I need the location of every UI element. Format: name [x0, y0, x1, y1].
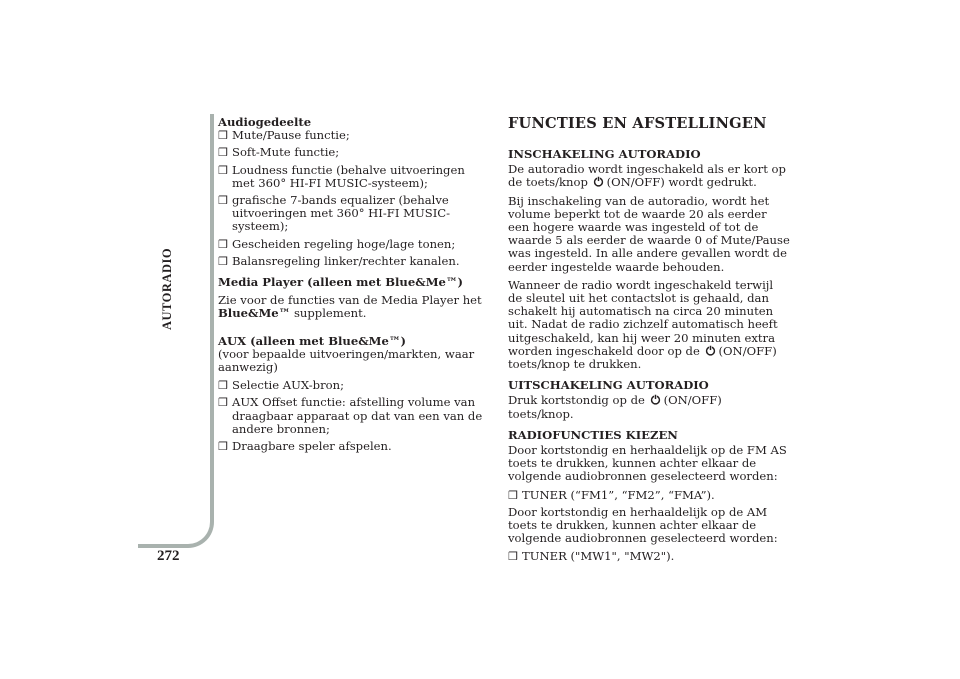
list-item: ❒ TUNER ("MW1", "MW2"). — [508, 549, 675, 564]
list-item: ❒ AUX Offset functie: afstelling volume van draagbaar apparaat op dat van een van de andere bronnen; — [218, 395, 483, 436]
power-icon — [705, 345, 716, 356]
off-paragraph: Druk kortstondig op de (ON/OFF) toets/knop. — [508, 393, 722, 421]
checkbox-bullet-icon: ❒ — [508, 550, 518, 564]
checkbox-bullet-icon: ❒ — [218, 129, 228, 143]
list-item: ❒ Loudness functie (behalve uitvoeringen met 360° HI-FI MUSIC-systeem); — [218, 162, 465, 190]
list-item: ❒ Gescheiden regeling hoge/lage tonen; — [218, 236, 456, 251]
section-label: AUTORADIO — [160, 247, 174, 330]
checkbox-bullet-icon: ❒ — [218, 379, 228, 393]
on-paragraph-3: Wanneer de radio wordt ingeschakeld terwijl de sleutel uit het contactslot is gehaald, dan schakelt hij automatisch na circa 20 minuten uit. Nadat de radio zichzelf automatisch heeft uitgeschakeld, kan hij weer 20 minuten extra worden ingeschakeld door op de (ON/OFF) toets/knop te drukken. — [508, 277, 778, 372]
radio-heading: RADIOFUNCTIES KIEZEN — [508, 427, 678, 442]
section-title: FUNCTIES EN AFSTELLINGEN — [508, 115, 767, 132]
page-margin-bar — [138, 114, 214, 548]
checkbox-bullet-icon: ❒ — [218, 146, 228, 160]
checkbox-bullet-icon: ❒ — [218, 194, 228, 208]
list-item: ❒ grafische 7-bands equalizer (behalve uitvoeringen met 360° HI-FI MUSIC-systeem); — [218, 193, 451, 234]
checkbox-bullet-icon: ❒ — [218, 237, 228, 251]
checkbox-bullet-icon: ❒ — [508, 488, 518, 502]
list-item: ❒ TUNER (“FM1”, “FM2”, “FMA”). — [508, 487, 715, 502]
power-icon — [650, 394, 661, 405]
checkbox-bullet-icon: ❒ — [218, 163, 228, 177]
radio-paragraph-1: Door kortstondig en herhaaldelijk op de FM AS toets te drukken, kunnen achter elkaar de volgende audiobronnen geselecteerd worden: — [508, 443, 787, 484]
off-heading: UITSCHAKELING AUTORADIO — [508, 378, 709, 393]
page-number: 272 — [157, 548, 180, 564]
aux-subheading: (voor bepaalde uitvoeringen/markten, waar aanwezig) — [218, 346, 475, 375]
audio-heading: Audiogedeelte — [218, 115, 312, 129]
list-item: ❒ Mute/Pause functie; — [218, 128, 350, 143]
checkbox-bullet-icon: ❒ — [218, 440, 228, 454]
right-column — [508, 116, 790, 568]
left-column — [218, 116, 486, 457]
on-heading: INSCHAKELING AUTORADIO — [508, 147, 701, 161]
on-paragraph-2: Bij inschakeling van de autoradio, wordt het volume beperkt tot de waarde 20 als eerder een hogere waarde was ingesteld of tot de waarde 5 als eerder de waarde 0 of Mute/Pause was ingesteld. In alle andere gevallen wordt de eerder ingestelde waarde behouden. — [508, 193, 790, 274]
checkbox-bullet-icon: ❒ — [218, 254, 228, 268]
radio-paragraph-2: Door kortstondig en herhaaldelijk op de AM toets te drukken, kunnen achter elkaar de volgende audiobronnen geselecteerd worden: — [508, 504, 778, 546]
media-text: Zie voor de functies van de Media Player het Blue&Me™ supplement. — [218, 293, 482, 321]
checkbox-bullet-icon: ❒ — [218, 396, 228, 410]
list-item: ❒ Selectie AUX-bron; — [218, 378, 344, 393]
aux-heading: AUX (alleen met Blue&Me™) — [218, 333, 406, 348]
on-paragraph-1: De autoradio wordt ingeschakeld als er kort op de toets/knop (ON/OFF) wordt gedrukt. — [508, 162, 786, 190]
list-item: ❒ Draagbare speler afspelen. — [218, 439, 392, 454]
list-item: ❒ Balansregeling linker/rechter kanalen. — [218, 253, 460, 268]
power-icon — [593, 176, 604, 187]
media-heading: Media Player (alleen met Blue&Me™) — [218, 275, 463, 290]
list-item: ❒ Soft-Mute functie; — [218, 145, 340, 160]
